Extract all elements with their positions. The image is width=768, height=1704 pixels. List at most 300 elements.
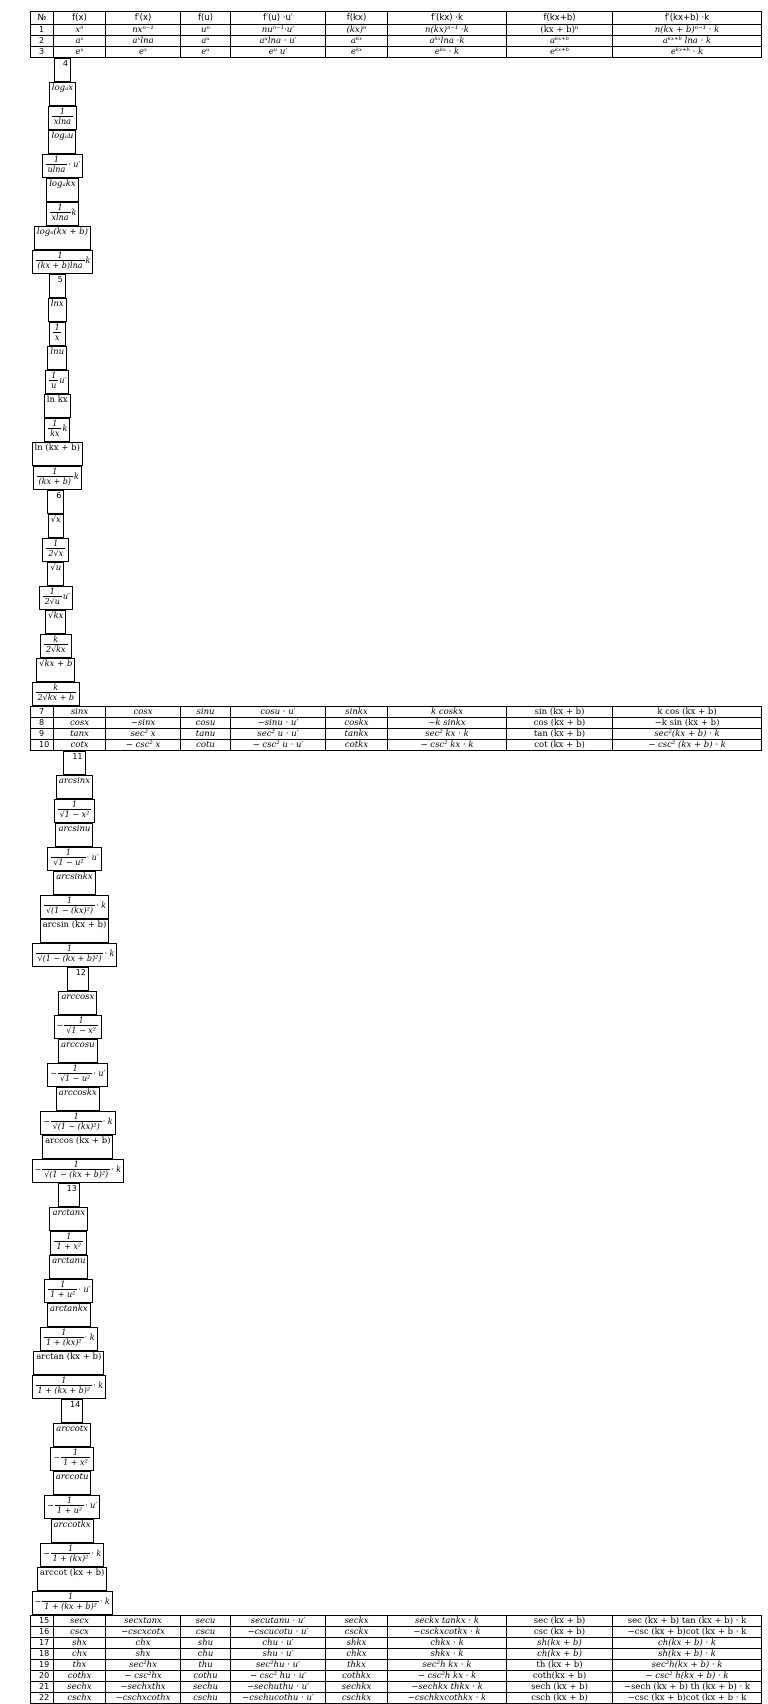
fraction (44, 635, 68, 654)
cell-dfkx (40, 1111, 116, 1135)
fraction-multiplier: · u′ (78, 1284, 91, 1294)
fraction-expression (43, 1112, 113, 1131)
cell-dfu (231, 47, 326, 58)
formula-text: chx (135, 1638, 151, 1648)
formula-text: secxtanx (124, 1616, 162, 1626)
fraction-multiplier: · k (102, 1116, 113, 1126)
fraction-expression (47, 419, 67, 438)
row-number: 3 (31, 47, 54, 58)
fraction-expression (45, 155, 81, 174)
table-row (31, 1638, 762, 1649)
cell-fu (181, 47, 231, 58)
table-row (31, 1627, 762, 1638)
fraction-multiplier: · k (111, 1164, 122, 1174)
cell-fkxb (507, 707, 613, 718)
formula-text: shx (72, 1638, 87, 1648)
fraction-expression (42, 587, 70, 606)
cell-fx (54, 729, 106, 740)
fraction-denominator: ulna (47, 165, 66, 174)
fraction-expression (43, 896, 106, 915)
cell-fu (181, 729, 231, 740)
row-number: 16 (31, 1627, 54, 1638)
cell-dfkxb (613, 729, 762, 740)
cell-fkx (326, 1627, 388, 1638)
table-row (31, 36, 762, 47)
fraction-multiplier: k (74, 471, 79, 481)
cell-fkxb (507, 1638, 613, 1649)
fraction-expression (57, 1016, 99, 1035)
formula-text: − csc²h kx · k (417, 1671, 477, 1681)
cell-dfkxb (32, 1591, 113, 1615)
formula-text: tanu (195, 729, 216, 739)
fraction-multiplier: · k (99, 1596, 110, 1606)
row-number: 19 (31, 1660, 54, 1671)
formula-text: shu (197, 1638, 214, 1648)
formula-text: arcsinu (58, 824, 91, 834)
cell-dfu (44, 1279, 93, 1303)
formula-text: cotx (70, 740, 89, 750)
fraction-expression (43, 1544, 101, 1563)
formula-text: √u (50, 563, 62, 573)
cell-dfkx (388, 1627, 507, 1638)
cell-fkxb (37, 1567, 107, 1591)
formula-text: th (kx + b) (536, 1660, 583, 1670)
cell-fu (181, 1616, 231, 1627)
formula-text: cotu (196, 740, 215, 750)
cell-dfkx (388, 707, 507, 718)
fraction-expression (43, 635, 69, 654)
formula-text: arccos (kx + b) (45, 1136, 111, 1146)
formula-text: sin (kx + b) (534, 707, 585, 717)
cell-dfkxb (613, 25, 762, 36)
row-number: 21 (31, 1682, 54, 1693)
fraction-denominator: √(1 − (kx)²) (52, 1122, 100, 1131)
fraction-expression (47, 1280, 90, 1299)
formula-text: aᵏˣlna ·k (429, 36, 465, 46)
formula-text: −sinx (130, 718, 156, 728)
table-row (32, 1399, 113, 1615)
cell-fkx (46, 178, 78, 202)
cell-dfx (106, 1616, 181, 1627)
formula-text: aᵘlna · u′ (259, 36, 297, 46)
cell-dfkx (388, 1638, 507, 1649)
formula-text: arctanu (52, 1256, 86, 1266)
cell-dfx (106, 36, 181, 47)
table-row (32, 490, 80, 706)
formula-text: sechx (67, 1682, 92, 1692)
formula-text: −csc (kx + b)cot (kx + b · k (627, 1627, 747, 1637)
cell-dfkxb (613, 36, 762, 47)
fraction (36, 251, 85, 270)
formula-text: − csc² (kx + b) · k (648, 740, 726, 750)
formula-text: sec (kx + b) (533, 1616, 586, 1626)
formula-text: − csc² x (125, 740, 161, 750)
fraction-denominator: 1 + (kx)² (52, 1554, 89, 1563)
formula-text: coskx (344, 718, 369, 728)
fraction-expression (53, 1448, 90, 1467)
cell-fkx (326, 1682, 388, 1693)
fraction (54, 1232, 83, 1251)
fraction-denominator: 1 + u² (50, 1290, 76, 1299)
cell-dfkx (388, 729, 507, 740)
fraction-denominator: (kx + b)lna (37, 261, 83, 270)
fraction (51, 848, 85, 867)
cell-fx (54, 1649, 106, 1660)
fraction-expression (35, 683, 77, 702)
formula-text: chkx (346, 1649, 367, 1659)
col-dfkx-header: f′(kx) ·k (388, 12, 507, 25)
formula-text: cscx (70, 1627, 89, 1637)
row-number: 7 (31, 707, 54, 718)
fraction-sign: − (42, 1548, 50, 1558)
fraction-expression (49, 203, 77, 222)
cell-fkxb (507, 1616, 613, 1627)
formula-text: −cschxcothx (115, 1693, 171, 1703)
formula-text: chkx · k (430, 1638, 464, 1648)
fraction-numerator: 1 (72, 1448, 79, 1457)
row-number: 1 (31, 25, 54, 36)
fraction-denominator: √1 − x² (59, 810, 90, 819)
fraction-numerator: 1 (59, 107, 65, 116)
formula-text: n(kx)ⁿ⁻¹ ·k (425, 25, 469, 35)
formula-text: thkx (347, 1660, 366, 1670)
formula-text: aˣlna (132, 36, 154, 46)
formula-text: cotkx (344, 740, 369, 750)
cell-fkx (326, 740, 388, 751)
fraction-expression (48, 371, 66, 390)
formula-text: n(kx + b)ⁿ⁻¹ · k (654, 25, 720, 35)
formula-text: lnu (50, 347, 65, 357)
formula-text: logₐ(kx + b) (36, 227, 88, 237)
cell-dfkx (388, 740, 507, 751)
cell-dfx (106, 729, 181, 740)
formula-text: sec² x (130, 729, 156, 739)
formula-text: sec²h(kx + b) · k (651, 1660, 723, 1670)
cell-dfu (47, 847, 101, 871)
cell-dfkxb (613, 1649, 762, 1660)
fraction-sign: − (47, 1500, 54, 1510)
cell-dfkx (40, 895, 109, 919)
fraction-denominator: xlna (51, 213, 69, 222)
cell-dfx (106, 1682, 181, 1693)
formula-text: nuⁿ⁻¹·u′ (261, 25, 295, 35)
fraction-denominator: 1 + (kx + b)² (37, 1386, 91, 1395)
formula-text: csckx (344, 1627, 369, 1637)
fraction-expression (35, 1592, 110, 1611)
cell-dfu (44, 1495, 100, 1519)
fraction-expression (35, 944, 115, 963)
row-number: 10 (31, 740, 54, 751)
fraction-expression (52, 323, 63, 342)
formula-text: chu (197, 1649, 214, 1659)
cell-fx (49, 82, 76, 106)
table-row (31, 25, 762, 36)
fraction-denominator: √1 − x² (66, 1026, 96, 1035)
formula-text: − csc² hu · u′ (249, 1671, 307, 1681)
cell-dfx (106, 707, 181, 718)
formula-text: aᵘ (201, 36, 210, 46)
fraction-multiplier: · u′ (86, 852, 99, 862)
formula-text: shx (135, 1649, 151, 1659)
cell-fx (54, 707, 106, 718)
fraction-denominator: u (51, 381, 57, 390)
formula-text: csc (kx + b) (533, 1627, 586, 1637)
formula-text: −sech (kx + b) th (kx + b) · k (623, 1682, 751, 1692)
fraction (51, 1112, 102, 1131)
row-number: 11 (63, 751, 85, 775)
fraction-numerator: 1 (57, 251, 63, 260)
cell-dfu (231, 1660, 326, 1671)
cell-dfkxb (33, 466, 82, 490)
cell-dfu (47, 1063, 108, 1087)
cell-fu (181, 25, 231, 36)
cell-dfkxb (613, 1616, 762, 1627)
cell-fkxb (507, 1649, 613, 1660)
cell-fkxb (42, 1135, 113, 1159)
fraction (37, 467, 74, 486)
cell-fkx (47, 1303, 91, 1327)
cell-fkxb (507, 1693, 613, 1704)
cell-fu (181, 1649, 231, 1660)
cell-fkx (326, 47, 388, 58)
table-row (32, 967, 125, 1183)
fraction-numerator: 1 (53, 539, 59, 548)
cell-dfkx (40, 1327, 98, 1351)
formula-text: arccot (kx + b) (39, 1568, 105, 1578)
cell-dfkxb (613, 1671, 762, 1682)
cell-fx (58, 991, 97, 1015)
col-fkxb-header: f(kx+b) (507, 12, 613, 25)
row-number: 15 (31, 1616, 54, 1627)
formula-text: cos (kx + b) (533, 718, 586, 728)
table-row (31, 47, 762, 58)
cell-dfx (106, 1649, 181, 1660)
cell-fkxb (507, 25, 613, 36)
fraction-sign: − (34, 1596, 42, 1606)
formula-text: thu (198, 1660, 213, 1670)
formula-text: arccotx (56, 1424, 89, 1434)
formula-text: cosu · u′ (260, 707, 296, 717)
cell-dfx (48, 106, 77, 130)
fraction-expression (51, 107, 74, 126)
col-dfx-header: f′(x) (106, 12, 181, 25)
formula-text: cothx (67, 1671, 92, 1681)
fraction-numerator: 1 (53, 155, 59, 164)
cell-dfx (50, 1231, 87, 1255)
fraction-numerator: 1 (73, 1112, 79, 1121)
fraction-expression (50, 848, 98, 867)
cell-fu (48, 130, 76, 154)
row-number: 20 (31, 1671, 54, 1682)
cell-fx (54, 1693, 106, 1704)
formula-text: shkx (346, 1638, 367, 1648)
formula-text: arccosx (61, 992, 95, 1002)
cell-dfkxb (613, 1693, 762, 1704)
cell-dfx (106, 1671, 181, 1682)
cell-dfx (54, 799, 96, 823)
cell-dfkxb (613, 740, 762, 751)
formula-text: − csc² kx · k (420, 740, 474, 750)
cell-fkxb (507, 47, 613, 58)
fraction (58, 1064, 92, 1083)
row-number: 22 (31, 1693, 54, 1704)
fraction-multiplier: · k (84, 1332, 95, 1342)
formula-text: arccoskx (58, 1088, 97, 1098)
fraction (46, 155, 68, 174)
formula-text: thx (72, 1660, 87, 1670)
fraction (51, 1544, 91, 1563)
fraction-numerator: 1 (51, 371, 57, 380)
formula-text: −sechkx thkx · k (411, 1682, 483, 1692)
formula-text: tan (kx + b) (533, 729, 586, 739)
cell-dfkxb (32, 943, 118, 967)
fraction (50, 203, 71, 222)
cell-fu (181, 1682, 231, 1693)
formula-text: eᵏˣ⁺ᵇ · k (670, 47, 704, 57)
cell-dfkxb (32, 682, 80, 706)
cell-fkxb (32, 442, 83, 466)
cell-fx (48, 514, 64, 538)
fraction-numerator: 1 (61, 1328, 67, 1337)
formula-text: − csc²hx (124, 1671, 162, 1681)
cell-fkxb (507, 740, 613, 751)
formula-text: ch(kx + b) (537, 1649, 582, 1659)
fraction-sign: − (56, 1020, 64, 1030)
formula-text: − csc² h(kx + b) · k (645, 1671, 729, 1681)
fraction (36, 1376, 93, 1395)
formula-text: cschu (193, 1693, 218, 1703)
fraction-multiplier: · u′ (68, 159, 81, 169)
cell-fu (181, 718, 231, 729)
formula-text: logₐkx (49, 179, 76, 189)
row-number: 17 (31, 1638, 54, 1649)
formula-text: eᵏˣ (350, 47, 363, 57)
cell-dfkx (388, 718, 507, 729)
cell-fkxb (507, 1627, 613, 1638)
formula-text: −csc (kx + b)cot (kx + b · k (627, 1693, 747, 1703)
formula-text: nxⁿ⁻¹ (132, 25, 154, 35)
formula-text: sechkx (341, 1682, 372, 1692)
cell-fkxb (507, 1660, 613, 1671)
row-number: 12 (67, 967, 89, 991)
cell-dfkx (40, 1543, 104, 1567)
fraction-expression (35, 251, 91, 270)
cell-fkxb (40, 919, 110, 943)
fraction (64, 1016, 98, 1035)
cell-dfkxb (32, 1375, 107, 1399)
formula-text: cothkx (342, 1671, 371, 1681)
cell-fkx (53, 871, 95, 895)
cell-dfkx (388, 25, 507, 36)
formula-text: arccosu (60, 1040, 95, 1050)
formula-text: aᵏˣ (350, 36, 363, 46)
table-row (31, 718, 762, 729)
cell-dfu (231, 1693, 326, 1704)
formula-text: −cschkxcothkx · k (407, 1693, 487, 1703)
fraction-numerator: 1 (66, 896, 73, 905)
formula-text: arctan (kx + b) (36, 1352, 102, 1362)
fraction-numerator: 1 (65, 848, 71, 857)
cell-dfkx (388, 1660, 507, 1671)
cell-dfx (106, 25, 181, 36)
cell-fkx (326, 1638, 388, 1649)
table-row (32, 58, 94, 274)
fraction-numerator: 1 (78, 1016, 84, 1025)
fraction-numerator: 1 (66, 944, 73, 953)
row-number: 18 (31, 1649, 54, 1660)
fraction-multiplier: k (62, 423, 68, 433)
formula-text: seckx (344, 1616, 369, 1626)
formula-text: secu (195, 1616, 216, 1626)
cell-dfkxb (613, 1682, 762, 1693)
formula-text: sechu (192, 1682, 219, 1692)
formula-text: eˣ (138, 47, 148, 57)
cell-dfx (106, 1627, 181, 1638)
cell-fu (58, 1039, 98, 1063)
cell-fx (54, 1616, 106, 1627)
cell-fx (54, 1660, 106, 1671)
cell-dfkx (40, 634, 72, 658)
cell-fu (181, 1660, 231, 1671)
cell-dfx (106, 718, 181, 729)
fraction-numerator: 1 (49, 587, 55, 596)
cell-fx (54, 718, 106, 729)
fraction-expression (53, 1232, 84, 1251)
cell-fu (181, 740, 231, 751)
fraction-denominator: 1 + (kx)² (45, 1338, 82, 1347)
cell-dfu (42, 154, 84, 178)
formula-text: arctanx (52, 1208, 86, 1218)
cell-dfu (45, 370, 69, 394)
cell-fkxb (507, 718, 613, 729)
cell-fkx (44, 394, 71, 418)
fraction (36, 944, 104, 963)
fraction-sign: − (53, 1452, 61, 1462)
formula-text: (kx)ⁿ (346, 25, 367, 35)
fraction-numerator: 1 (52, 467, 58, 476)
fraction-sign: − (50, 1068, 57, 1078)
cell-dfkx (388, 1671, 507, 1682)
formula-text: −csckxcotkx · k (413, 1627, 481, 1637)
fraction (42, 1592, 99, 1611)
formula-text: sec (kx + b) tan (kx + b) · k (627, 1616, 747, 1626)
fraction-multiplier: · k (104, 948, 115, 958)
cell-dfkxb (613, 1638, 762, 1649)
cell-dfu (39, 586, 73, 610)
cell-dfx (106, 740, 181, 751)
cell-dfx (106, 1660, 181, 1671)
cell-fkx (326, 36, 388, 47)
cell-dfu (231, 1616, 326, 1627)
cell-fkxb (36, 658, 75, 682)
formula-text: arccotkx (53, 1520, 91, 1530)
row-number: 6 (47, 490, 64, 514)
fraction-multiplier: k (71, 207, 77, 217)
cell-fx (49, 1207, 88, 1231)
row-number: 5 (49, 274, 66, 298)
formula-text: √kx + b (39, 659, 73, 669)
fraction (53, 323, 62, 342)
cell-fu (49, 1255, 88, 1279)
row-number: 14 (61, 1399, 83, 1423)
formula-text: cot (kx + b) (534, 740, 585, 750)
fraction-multiplier: k (85, 255, 91, 265)
formula-text: secx (70, 1616, 89, 1626)
fraction-denominator: 2√u (44, 597, 60, 606)
formula-text: k cos (kx + b) (657, 707, 717, 717)
formula-text: eˣ (75, 47, 84, 57)
formula-text: tanx (70, 729, 89, 739)
